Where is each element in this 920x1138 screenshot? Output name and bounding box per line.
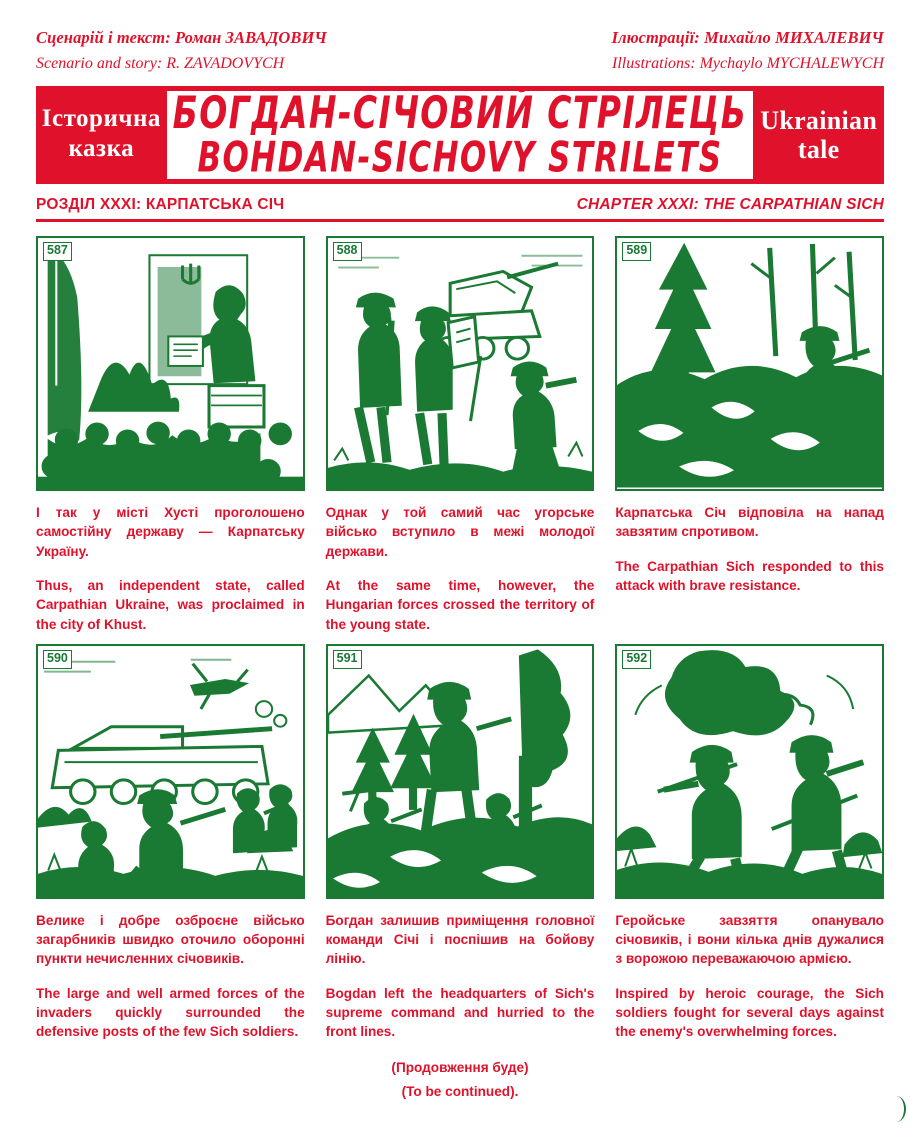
credits-right-en: Illustrations: Mychaylo MYCHALEWYCH <box>612 54 884 72</box>
credits-right <box>612 26 884 75</box>
credits-right-uk: Ілюстрації: Михайло МИХАЛЕВИЧ <box>611 28 884 47</box>
comic-cell <box>36 236 305 634</box>
title-banner <box>36 86 884 184</box>
credits-left-uk: Сценарій і текст: Роман ЗАВАДОВИЧ <box>36 28 327 47</box>
panel-art-sich-defenders <box>617 238 882 489</box>
panel-caption-uk: Велике і добре озброєне військо загарбників швидко оточило оборонні пункти нечисленних січовиків. <box>36 912 305 967</box>
banner-left-line1: Історична <box>41 104 161 132</box>
panel-caption-uk: І так у місті Хусті проголошено самостійну державу — Карпатську Україну. <box>36 505 305 559</box>
panel-caption-en: At the same time, however, the Hungarian forces crossed the territory of the young state. <box>325 578 595 632</box>
chapter-title-en: CHAPTER XXXI: THE CARPATHIAN SICH <box>576 196 884 214</box>
panel-number: 587 <box>43 242 72 261</box>
panel-number: 589 <box>622 242 651 261</box>
comic-panel-591 <box>326 644 595 899</box>
banner-title-en: BOHDAN-SICHOVY STRILETS <box>197 133 723 182</box>
panel-art-proclamation <box>38 238 303 489</box>
panel-art-tank-advance <box>38 646 303 897</box>
banner-left-line2: казка <box>68 134 135 162</box>
comic-panel-587 <box>36 236 305 491</box>
comic-grid <box>36 236 884 1042</box>
panel-caption-en: The Carpathian Sich responded to this attack with brave resistance. <box>615 558 884 593</box>
panel-art-bogdan-to-front <box>328 646 593 897</box>
credits-row <box>0 0 920 75</box>
comic-panel-589 <box>615 236 884 491</box>
panel-caption-en: The large and well armed forces of the invaders quickly surrounded the defensive posts of the few Sich soldiers. <box>36 985 305 1040</box>
banner-title-uk: БОГДАН-СІЧОВИЙ СТРІЛЕЦЬ <box>172 85 748 139</box>
panel-number: 592 <box>622 650 651 669</box>
credits-left <box>36 26 327 75</box>
credits-left-en: Scenario and story: R. ZAVADOVYCH <box>36 54 285 72</box>
banner-right-line2: tale <box>797 135 840 165</box>
panel-caption-en: Inspired by heroic courage, the Sich soldiers fought for several days against the enemy's overwhelming forces. <box>615 985 884 1040</box>
comic-panel-588 <box>326 236 595 491</box>
chapter-row <box>36 196 884 222</box>
comic-cell <box>615 644 884 1042</box>
panel-caption-uk: Карпатська Січ відповіла на напад завзятим спротивом. <box>615 505 884 540</box>
footer-note <box>36 1056 884 1105</box>
footer-note-en: (To be continued). <box>401 1084 519 1100</box>
banner-left-label <box>36 86 167 184</box>
banner-right-line1: Ukrainian <box>760 105 878 135</box>
panel-caption-en: Thus, an independent state, called Carpathian Ukraine, was proclaimed in the city of Khust. <box>36 578 305 632</box>
comic-cell <box>326 236 595 634</box>
comic-cell <box>36 644 305 1042</box>
panel-number: 591 <box>333 650 362 669</box>
comic-cell <box>326 644 595 1042</box>
panel-caption-uk: Богдан залишив приміщення головної команди Січі і поспішив на бойову лінію. <box>325 912 595 967</box>
comic-cell <box>615 236 884 634</box>
panel-number: 588 <box>333 242 362 261</box>
footer-note-uk: (Продовження буде) <box>391 1059 529 1075</box>
panel-art-heroic-fight <box>617 646 882 897</box>
comic-panel-590 <box>36 644 305 899</box>
comic-panel-592 <box>615 644 884 899</box>
panel-caption-en: Bogdan left the headquarters of Sich's supreme command and hurried to the front lines. <box>325 985 595 1040</box>
panel-number: 590 <box>43 650 72 669</box>
panel-art-invading-troops <box>328 238 593 489</box>
panel-caption-uk: Однак у той самий час угорське військо вступило в межі молодої держави. <box>325 505 595 559</box>
panel-caption-uk: Геройське завзяття опанувало січовиків, і вони кілька днів дужалися з ворожою переважаючою армією. <box>615 912 884 967</box>
banner-right-label <box>753 86 884 184</box>
banner-title-block <box>167 85 754 182</box>
chapter-title-uk: РОЗДІЛ XXXI: КАРПАТСЬКА СІЧ <box>36 196 285 214</box>
corner-mark <box>890 1096 906 1122</box>
